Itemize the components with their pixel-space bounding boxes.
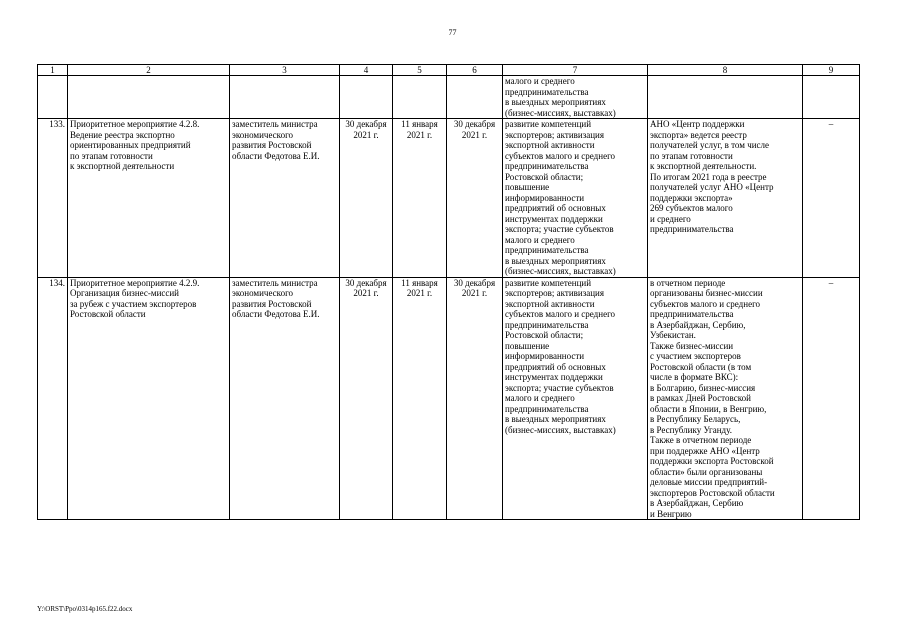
- event-name: Приоритетное мероприятие 4.2.8. Ведение реестра экспортно ориентированных предприятий по этапам готовности к экспортной деятельности: [68, 119, 230, 278]
- report-table: [37, 64, 860, 520]
- header-col-7: 7: [503, 65, 648, 76]
- expected-result: малого и среднего предпринимательства в выездных мероприятиях (бизнес-миссиях, выставках): [503, 76, 648, 119]
- actual-start-date: 11 января 2021 г.: [393, 277, 447, 520]
- header-col-5: 5: [393, 65, 447, 76]
- actual-result: АНО «Центр поддержки экспорта» ведется реестр получателей услуг, в том числе по этапам готовности к экспортной деятельности. По итогам 2021 года в реестре получателей услуг АНО «Центр поддержки экспорта» 269 субъектов малого и среднего предпринимательства: [648, 119, 803, 278]
- actual-start-date: 11 января 2021 г.: [393, 119, 447, 278]
- actual-result: в отчетном периоде организованы бизнес-миссии субъектов малого и среднего предпринимательства в Азербайджан, Сербию, Узбекистан. Также бизнес-миссии с участием экспортеров Ростовской области (в том числе в формате ВКС): в Болгарию, бизнес-миссия в рамках Дней Ростовской области в Японии, в Венгрию, в Республику Беларусь, в Республику Уганду. Также в отчетном периоде при поддержке АНО «Центр поддержки экспорта Ростовской области» были организованы деловые миссии предприятий- экспортеров Ростовской области в Азербайджан, Сербию и Венгрию: [648, 277, 803, 520]
- note: –: [803, 277, 860, 520]
- expected-result: развитие компетенций экспортеров; активизация экспортной активности субъектов малого и среднего предпринимательства Ростовской области; повышение информированности предприятий об основных инструментах поддержки экспорта; участие субъектов малого и среднего предпринимательства в выездных мероприятиях (бизнес-миссиях, выставках): [503, 119, 648, 278]
- note: –: [803, 119, 860, 278]
- header-col-3: 3: [230, 65, 340, 76]
- column-number-header: [38, 65, 860, 76]
- actual-start-date: [393, 76, 447, 119]
- row-number: [38, 76, 68, 119]
- header-col-6: 6: [447, 65, 503, 76]
- table-row: [38, 277, 860, 520]
- table-row: [38, 76, 860, 119]
- header-col-9: 9: [803, 65, 860, 76]
- planned-date: 30 декабря 2021 г.: [340, 277, 393, 520]
- expected-result: развитие компетенций экспортеров; активизация экспортной активности субъектов малого и среднего предпринимательства Ростовской области; повышение информированности предприятий об основных инструментах поддержки экспорта; участие субъектов малого и среднего предпринимательства в выездных мероприятиях (бизнес-миссиях, выставках): [503, 277, 648, 520]
- responsible-person: заместитель министра экономического развития Ростовской области Федотова Е.И.: [230, 119, 340, 278]
- row-number: 133.: [38, 119, 68, 278]
- responsible-person: [230, 76, 340, 119]
- row-number: 134.: [38, 277, 68, 520]
- planned-date: [340, 76, 393, 119]
- event-name: Приоритетное мероприятие 4.2.9. Организация бизнес-миссий за рубеж с участием экспортеров Ростовской области: [68, 277, 230, 520]
- table-row: [38, 119, 860, 278]
- responsible-person: заместитель министра экономического развития Ростовской области Федотова Е.И.: [230, 277, 340, 520]
- actual-end-date: 30 декабря 2021 г.: [447, 119, 503, 278]
- actual-end-date: [447, 76, 503, 119]
- file-path-footer: Y:\ORST\Ppo\0314p165.f22.docx: [37, 605, 133, 613]
- note: [803, 76, 860, 119]
- actual-result: [648, 76, 803, 119]
- header-col-1: 1: [38, 65, 68, 76]
- header-col-4: 4: [340, 65, 393, 76]
- header-col-2: 2: [68, 65, 230, 76]
- page-number: 77: [448, 28, 457, 37]
- event-name: [68, 76, 230, 119]
- actual-end-date: 30 декабря 2021 г.: [447, 277, 503, 520]
- header-col-8: 8: [648, 65, 803, 76]
- planned-date: 30 декабря 2021 г.: [340, 119, 393, 278]
